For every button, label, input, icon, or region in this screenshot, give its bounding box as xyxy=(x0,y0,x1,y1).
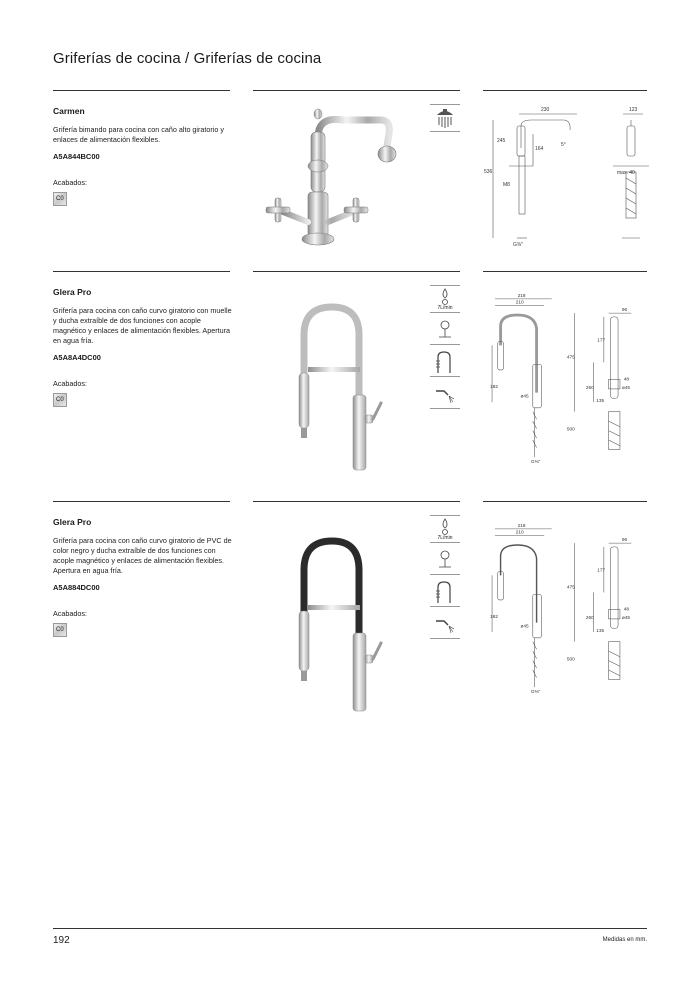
divider xyxy=(483,271,647,272)
dim-label: 48 xyxy=(623,607,629,613)
spray-icon xyxy=(430,611,460,639)
dim-label: 164 xyxy=(535,146,544,152)
flow-rate: 7L/min xyxy=(437,305,453,311)
divider xyxy=(53,271,230,272)
product-photo xyxy=(253,285,423,475)
page-number: 192 xyxy=(53,935,70,946)
water-flow-icon xyxy=(430,515,460,543)
technical-drawing xyxy=(483,279,647,465)
product-info xyxy=(53,517,233,637)
dim-label: 135 xyxy=(596,629,605,635)
dim-label: 210 xyxy=(515,300,524,306)
finish-swatch: C0 xyxy=(53,623,67,637)
dim-label: 177 xyxy=(597,338,606,344)
spring-spout-icon xyxy=(430,349,460,377)
product-section-glera-pro-black xyxy=(53,501,647,701)
product-section-glera-pro xyxy=(53,271,647,471)
finish-swatch: C0 xyxy=(53,192,67,206)
product-code: A5A8A4DC00 xyxy=(53,353,101,362)
product-description: Grifería para cocina con caño curvo giratorio con muelle y ducha extraíble de dos funciones con acople magnético y enlaces de alimentación flexibles. Apertura en agua fría. xyxy=(53,306,232,345)
dim-label: G⅜" xyxy=(530,459,541,465)
dim-label: 500 xyxy=(566,657,575,663)
divider xyxy=(53,501,230,502)
dim-label: 5° xyxy=(561,142,566,148)
magnetic-shower-icon xyxy=(430,547,460,575)
dim-label: G⅜" xyxy=(513,242,523,248)
dim-label: 536 xyxy=(484,169,493,175)
dim-label: 475 xyxy=(566,355,575,361)
divider xyxy=(253,90,460,91)
divider xyxy=(483,90,647,91)
footer-divider xyxy=(53,928,647,929)
dim-label: 218 xyxy=(517,294,526,299)
dim-label: max. 40 xyxy=(617,170,635,176)
dim-label: 475 xyxy=(566,585,575,591)
dim-label: 210 xyxy=(515,530,524,536)
spring-spout-icon xyxy=(430,579,460,607)
dim-label: 230 xyxy=(541,107,550,113)
dim-label: 123 xyxy=(629,107,638,113)
dim-label: 177 xyxy=(597,568,606,574)
dim-label: ø45 xyxy=(621,615,630,621)
dim-label: ø45 xyxy=(520,624,529,630)
finishes-label: Acabados: xyxy=(53,178,87,187)
product-section-carmen xyxy=(53,90,647,290)
divider xyxy=(53,90,230,91)
dim-label: 96 xyxy=(621,538,628,544)
water-flow-icon xyxy=(430,285,460,313)
dim-label: 260 xyxy=(585,385,594,391)
dim-label: 245 xyxy=(497,138,506,144)
feature-icons xyxy=(430,285,460,413)
product-name: Carmen xyxy=(53,106,85,116)
product-name: Glera Pro xyxy=(53,517,92,527)
product-info xyxy=(53,287,233,407)
technical-drawing xyxy=(483,509,647,695)
dim-label: ø45 xyxy=(520,394,529,400)
dim-label: 500 xyxy=(566,427,575,433)
product-info xyxy=(53,106,233,206)
finishes-label: Acabados: xyxy=(53,379,87,388)
finish-swatch: C0 xyxy=(53,393,67,407)
dim-label: 260 xyxy=(585,615,594,621)
magnetic-shower-icon xyxy=(430,317,460,345)
feature-icons xyxy=(430,515,460,643)
product-code: A5A884DC00 xyxy=(53,583,100,592)
spray-icon xyxy=(430,381,460,409)
dim-label: G⅜" xyxy=(530,689,541,695)
dim-label: 218 xyxy=(517,524,526,529)
finishes-label: Acabados: xyxy=(53,609,87,618)
product-name: Glera Pro xyxy=(53,287,92,297)
page-title: Griferías de cocina / Griferías de cocina xyxy=(53,50,322,67)
divider xyxy=(483,501,647,502)
dim-label: 182 xyxy=(490,614,499,620)
dim-label: ø45 xyxy=(621,385,630,391)
product-description: Grifería para cocina con caño curvo giratorio de PVC de color negro y ducha extraíble de dos funciones con acople magnético y enlaces de alimentación flexibles. Apertura en agua fría. xyxy=(53,536,232,575)
divider xyxy=(253,271,460,272)
product-description: Grifería bimando para cocina con caño alto giratorio y enlaces de alimentación flexibles. xyxy=(53,125,224,144)
dim-label: 96 xyxy=(621,308,628,314)
product-code: A5A844BC00 xyxy=(53,152,100,161)
divider xyxy=(253,501,460,502)
product-photo xyxy=(253,104,423,279)
dim-label: 135 xyxy=(596,399,605,405)
footer-note: Medidas en mm. xyxy=(602,937,647,943)
dim-label: 48 xyxy=(623,377,629,383)
technical-drawing xyxy=(483,98,647,278)
feature-icons xyxy=(430,104,460,136)
dim-label: 182 xyxy=(490,384,499,390)
dim-label: M8 xyxy=(503,182,510,188)
flow-rate: 7L/min xyxy=(437,535,453,541)
product-photo xyxy=(253,515,423,715)
aerator-icon xyxy=(430,104,460,132)
